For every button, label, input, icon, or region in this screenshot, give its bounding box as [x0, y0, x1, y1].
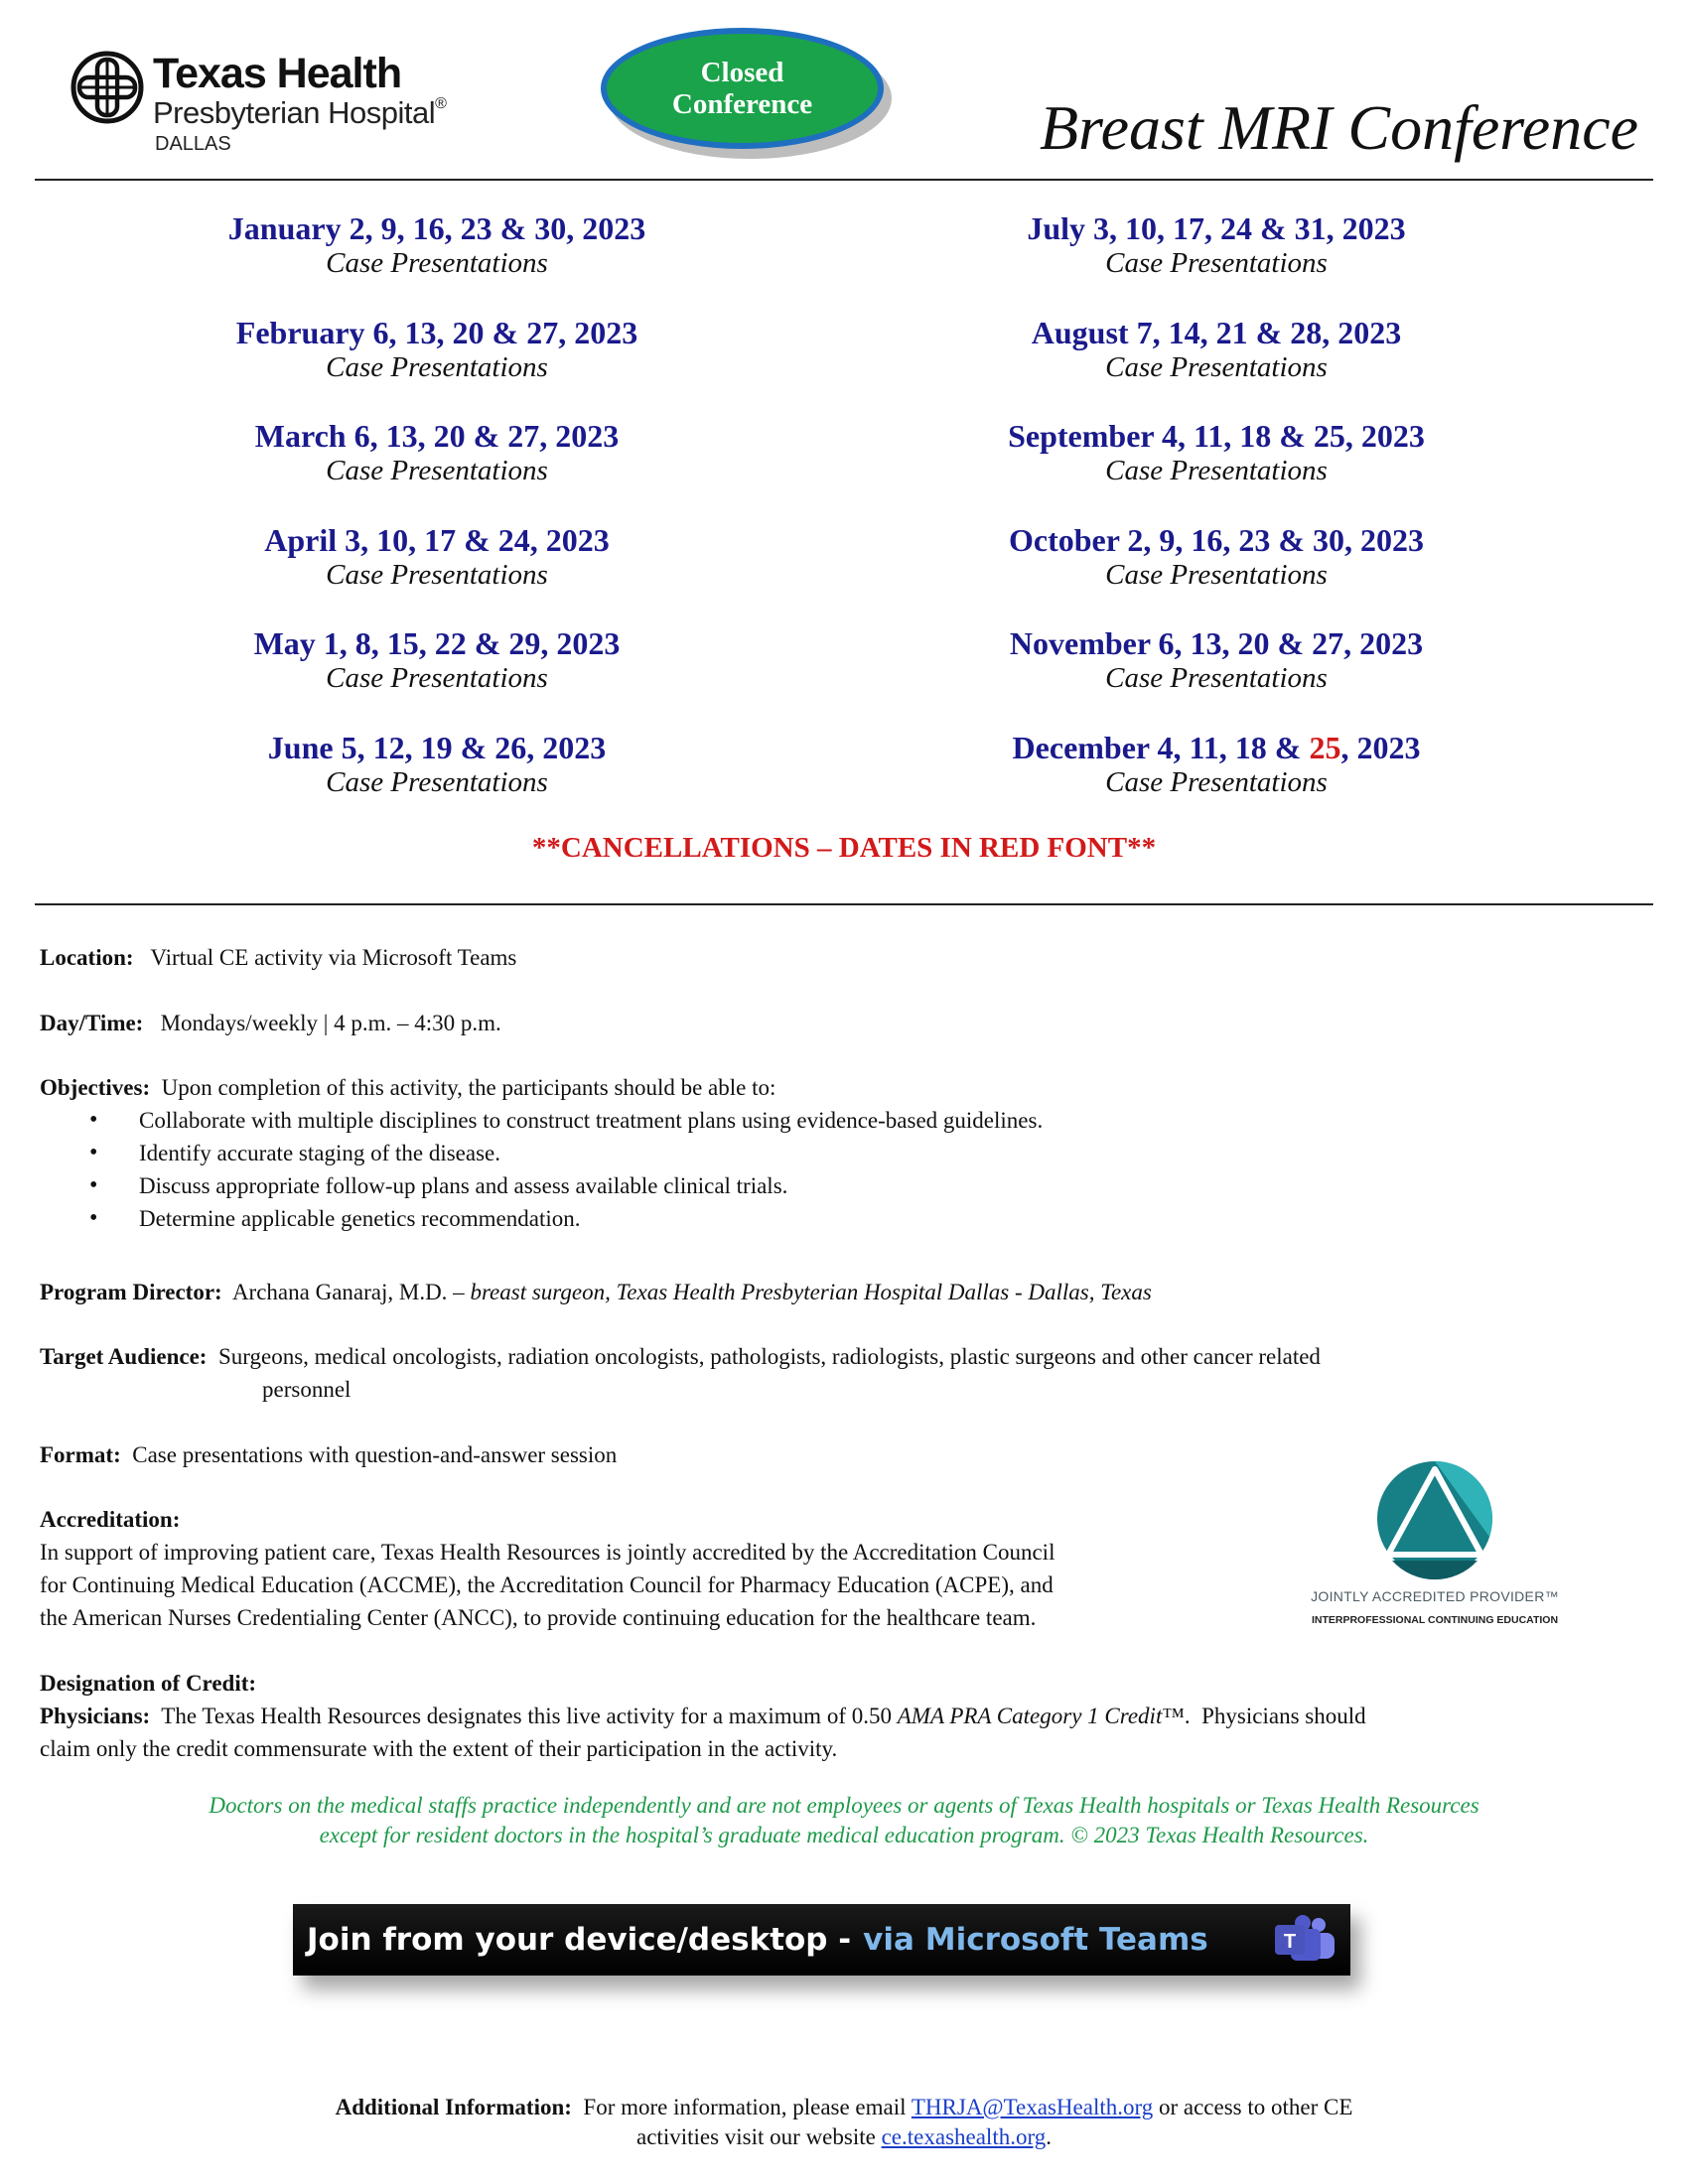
cancelled-date: 25 — [1309, 729, 1341, 765]
additional-info-label: Additional Information: — [335, 2095, 572, 2119]
schedule-date: May 1, 8, 15, 22 & 29, 2023 — [253, 625, 621, 661]
location-row — [40, 941, 1628, 974]
logo-line-3: DALLAS — [155, 133, 231, 155]
schedule-item — [819, 730, 1614, 834]
jap-caption-2: INTERPROFESSIONAL CONTINUING EDUCATION — [1311, 1614, 1559, 1626]
list-item: • Determine applicable genetics recommendation. — [89, 1202, 1628, 1235]
program-director-row — [40, 1276, 1628, 1308]
schedule-item — [819, 522, 1614, 626]
list-item: • Collaborate with multiple disciplines to construct treatment plans using evidence-based guidelines. — [89, 1104, 1628, 1137]
schedule-date: September 4, 11, 18 & 25, 2023 — [1008, 418, 1425, 454]
schedule-subtitle: Case Presentations — [326, 455, 548, 486]
svg-text:T: T — [1283, 1931, 1297, 1953]
daytime-label: Day/Time: — [40, 1011, 144, 1035]
schedule-item — [40, 522, 834, 626]
jointly-accredited-provider-logo — [1301, 1457, 1569, 1636]
badge-line-1: Closed — [700, 57, 784, 88]
schedule-date: December 4, 11, 18 & 25, 2023 — [1012, 729, 1421, 765]
texas-health-logo — [70, 50, 467, 159]
joint-accreditation-icon — [1301, 1457, 1569, 1586]
schedule-item — [819, 418, 1614, 522]
schedule-date: March 6, 13, 20 & 27, 2023 — [254, 418, 620, 454]
schedule-item — [819, 625, 1614, 730]
schedule-date: February 6, 13, 20 & 27, 2023 — [235, 314, 638, 350]
schedule-subtitle: Case Presentations — [326, 247, 548, 279]
location-label: Location: — [40, 945, 134, 970]
logo-line-1: Texas Health — [153, 50, 402, 97]
schedule-subtitle: Case Presentations — [1105, 765, 1328, 798]
schedule-subtitle: Case Presentations — [1105, 662, 1328, 694]
schedule-item — [819, 315, 1614, 419]
microsoft-teams-icon — [1271, 1915, 1338, 1965]
accreditation-text: the American Nurses Credentialing Center (ANCC), to provide continuing education for the healthcare team. — [40, 1605, 1037, 1630]
director-label: Program Director: — [40, 1280, 222, 1304]
schedule-subtitle: Case Presentations — [326, 350, 548, 383]
via-teams-text: via Microsoft Teams — [863, 1922, 1208, 1958]
schedule-subtitle: Case Presentations — [326, 765, 548, 798]
audience-value-cont: personnel — [262, 1377, 352, 1402]
schedule-left-column — [40, 210, 834, 833]
join-teams-text: Join from your device/desktop - — [307, 1922, 852, 1958]
objectives-section — [40, 1071, 1628, 1235]
schedule-item — [819, 210, 1614, 315]
list-item: • Discuss appropriate follow-up plans and assess available clinical trials. — [89, 1169, 1628, 1202]
credit-text: The Texas Health Resources designates this live activity for a maximum of 0.50 — [161, 1704, 898, 1728]
accreditation-text: In support of improving patient care, Texas Health Resources is jointly accredited by the Accreditation Council — [40, 1540, 1055, 1565]
schedule-date: January 2, 9, 16, 23 & 30, 2023 — [227, 210, 646, 246]
schedule-item — [40, 315, 834, 419]
schedule-right-column — [819, 210, 1614, 833]
credit-text-cont: claim only the credit commensurate with the extent of their participation in the activity. — [40, 1736, 838, 1761]
disclaimer: Doctors on the medical staffs practice independently and are not employees or agents of Texas Health hospitals or Texas Health Resources except for resident doctors in the hospital’s graduate medical education program. © 2023 Texas Health Resources. — [209, 1793, 1479, 1847]
accreditation-text: for Continuing Medical Education (ACCME), the Accreditation Council for Pharmacy Education (ACPE), and — [40, 1572, 1054, 1597]
email-link[interactable]: THRJA@TexasHealth.org — [911, 2095, 1154, 2119]
schedule-item — [40, 730, 834, 834]
schedule-date: November 6, 13, 20 & 27, 2023 — [1009, 625, 1424, 661]
additional-information: Additional Information: For more information, please email THRJA@TexasHealth.org or access to other CE activities visit our website ce.texashealth.org. — [335, 2095, 1353, 2149]
schedule-item — [40, 625, 834, 730]
schedule-date: October 2, 9, 16, 23 & 30, 2023 — [1008, 521, 1425, 558]
schedule-subtitle: Case Presentations — [326, 558, 548, 591]
badge-line-2: Conference — [671, 88, 813, 120]
schedule-date: August 7, 14, 21 & 28, 2023 — [1031, 314, 1402, 350]
accreditation-label: Accreditation: — [40, 1507, 181, 1532]
join-teams-button[interactable] — [293, 1904, 1350, 1976]
physicians-label: Physicians: — [40, 1704, 151, 1728]
accreditation-section — [40, 1503, 1271, 1634]
list-item: • Identify accurate staging of the disease. — [89, 1137, 1628, 1169]
closed-conference-badge — [601, 28, 894, 159]
format-label: Format: — [40, 1442, 121, 1467]
credit-section: Designation of Credit: Physicians: The Texas Health Resources designates this live activity for a maximum of 0.50 AMA PRA Category 1 Credit™. Physicians should claim only the credit commensurate with the extent of their participation in the activity. — [40, 1667, 1628, 1765]
schedule-subtitle: Case Presentations — [326, 662, 548, 694]
objectives-intro: Upon completion of this activity, the participants should be able to: — [161, 1075, 776, 1100]
schedule-item — [40, 210, 834, 315]
credit-text-italic: AMA PRA Category 1 Credit — [897, 1704, 1163, 1728]
objectives-label: Objectives: — [40, 1075, 151, 1100]
format-value: Case presentations with question-and-answer session — [132, 1442, 618, 1467]
schedule-date: April 3, 10, 17 & 24, 2023 — [264, 521, 610, 558]
target-audience-row — [40, 1340, 1628, 1406]
objectives-list — [89, 1104, 1628, 1235]
schedule-subtitle: Case Presentations — [1105, 350, 1328, 383]
divider-middle — [35, 903, 1653, 905]
logo-line-2: Presbyterian Hospital® — [153, 95, 447, 130]
daytime-value: Mondays/weekly | 4 p.m. – 4:30 p.m. — [160, 1011, 501, 1035]
schedule-date: June 5, 12, 19 & 26, 2023 — [267, 729, 607, 765]
credit-label: Designation of Credit: — [40, 1671, 257, 1696]
texas-health-cross-logo-icon — [70, 50, 145, 125]
director-name: Archana Ganaraj, M.D. – — [231, 1280, 471, 1304]
schedule-date: July 3, 10, 17, 24 & 31, 2023 — [1027, 210, 1406, 246]
audience-value: Surgeons, medical oncologists, radiation oncologists, pathologists, radiologists, plastic surgeons and other cancer related — [217, 1344, 1321, 1369]
director-role: breast surgeon, Texas Health Presbyterian Hospital Dallas - Dallas, Texas — [470, 1280, 1152, 1304]
credit-text: Physicians should — [1201, 1704, 1366, 1728]
daytime-row — [40, 1007, 1628, 1039]
schedule-subtitle: Case Presentations — [1105, 455, 1328, 486]
schedule-subtitle: Case Presentations — [1105, 247, 1328, 279]
cancellations-notice: **CANCELLATIONS – DATES IN RED FONT** — [531, 832, 1157, 864]
jap-caption-1: JOINTLY ACCREDITED PROVIDER™ — [1311, 1588, 1559, 1604]
divider-top — [35, 179, 1653, 181]
audience-label: Target Audience: — [40, 1344, 208, 1369]
website-link[interactable]: ce.texashealth.org — [881, 2124, 1047, 2149]
page-title: Breast MRI Conference — [1039, 92, 1638, 163]
schedule-subtitle: Case Presentations — [1105, 558, 1328, 591]
schedule-item — [40, 418, 834, 522]
location-value: Virtual CE activity via Microsoft Teams — [150, 945, 517, 970]
